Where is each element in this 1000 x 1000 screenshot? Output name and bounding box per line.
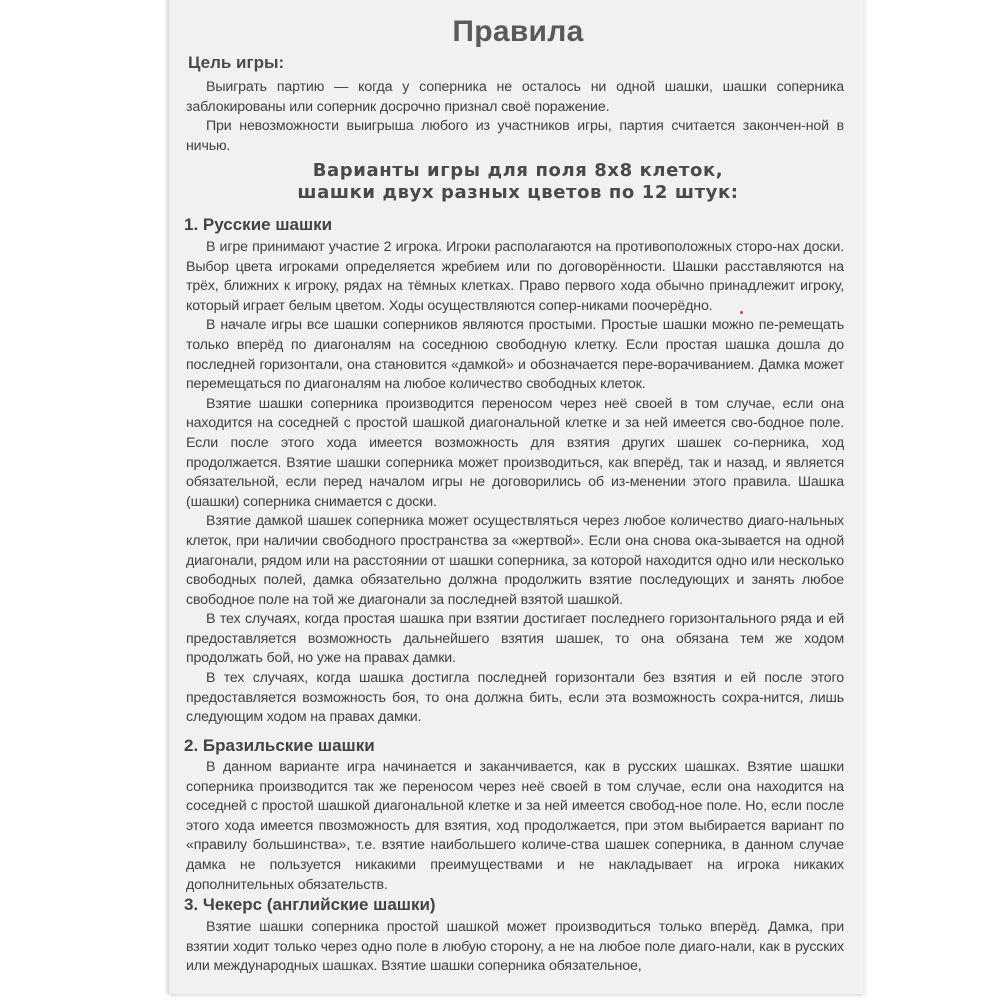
russian-paragraph: В начале игры все шашки соперников являются простыми. Простые шашки можно пе-ремещать только вперёд по диагоналям на соседнюю свободную клетку. Если простая шашка дошла до последней горизонтали, она становится «дамкой» и обозначается пере-ворачиванием. Дамка может перемещаться по диагоналям на любое количество свободных клеток. [186,317,844,393]
section-russian [186,238,844,728]
section-heading-brazilian: 2. Бразильские шашки [184,736,375,755]
goal-paragraph: Выиграть партию — когда у соперника не осталось ни одной шашки, шашки соперника заблокированы или соперник досрочно признал своё поражение. [186,79,844,115]
section-heading-checkers: 3. Чекерс (английские шашки) [184,895,436,914]
russian-paragraph: Взятие дамкой шашек соперника может осуществляться через любое количество диаго-нальных клеток, при наличии свободного пространства за «жертвой». Если она снова ока-зывается на одной диагонали, рядом или на расстоянии от шашки соперника, за которой находится одно или несколько свободных полей, дамка обязательно должна продолжить взятие последующих и занять любое свободное поле на той же диагонали за последней взятой шашкой. [186,513,844,608]
russian-paragraph: Взятие шашки соперника производится переносом через неё своей в том случае, если она находится на соседней с простой шашкой диагональной клетке и за ней имеется сво-бодное поле. Если после этого хода имеется возможность для взятия других шашек со-перника, ход продолжается. Взятие шашки соперника может производиться, как вперёд, так и назад, и является обязательной, если перед началом игры не договорились об из-менении этого правила. Шашка (шашки) соперника снимается с доски. [186,395,844,510]
russian-paragraph: В тех случаях, когда простая шашка при взятии достигает последнего горизонтального ряда и ей предоставляется возможность дальнейшего взятия шашек, то она обязана тем же ходом продолжать бой, но уже на правах дамки. [186,611,844,667]
russian-paragraph: В игре принимают участие 2 игрока. Игроки располагаются на противоположных сторо-нах доски. Выбор цвета игроками определяется жребием или по договорённости. Шашки расставляются на трёх, ближних к игроку, рядах на тёмных клетках. Право первого хода обычно принадлежит игроку, который играет белым цветом. Ходы осуществляются сопер-никами поочерёдно. [186,239,844,314]
section-brazilian [186,758,844,895]
variants-heading-line2: шашки двух разных цветов по 12 штук: [297,182,739,203]
page-title: Правила [452,15,584,48]
section-heading-russian: 1. Русские шашки [184,215,333,234]
variants-heading [188,160,848,204]
goal-heading: Цель игры: [188,53,285,72]
variants-heading-line1: Варианты игры для поля 8х8 клеток, [312,160,724,181]
checkers-paragraph: Взятие шашки соперника простой шашкой может производиться только вперёд. Дамка, при взятии ходит только через одно поле в любую сторону, а не на любое поле диаго-нали, как в русских или международных шашках. Взятие шашки соперника обязательное, [186,919,844,975]
goal-section [186,78,844,156]
section-checkers [186,918,844,977]
russian-paragraph: В тех случаях, когда шашка достигла последней горизонтали без взятия и ей после этого предоставляется возможность боя, то она должна бить, если эта возможность сохра-нится, лишь следующим ходом на правах дамки. [186,670,844,726]
goal-paragraph: При невозможности выигрыша любого из участников игры, партия считается закончен-ной в ничью. [186,118,844,154]
brazilian-paragraph: В данном варианте игра начинается и заканчивается, как в русских шашках. Взятие шашки соперника производится так же переносом через неё своей в том случае, если она находится на соседней с простой шашкой диагональной клетке и за ней имеется свобод-ное поле. Но, если после этого хода имеется пвозможность для взятия, ход продолжается, при этом выбирается вариант по «правилу большинства», т.е. взятие наибольшего количе-ства шашек соперника, в данном случае дамка не пользуется никакими преимуществами и не накладывает на игрока никаких дополнительных обязательств. [186,759,844,893]
